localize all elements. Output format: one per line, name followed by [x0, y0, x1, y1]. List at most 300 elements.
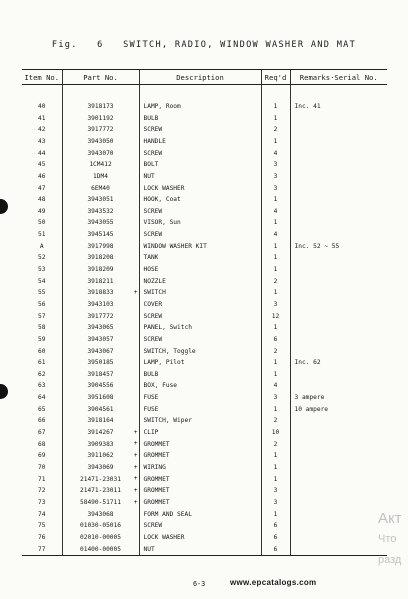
reqd-cell-text: 2 [273, 126, 278, 134]
item-no-cell [22, 147, 62, 159]
description-cell [139, 287, 261, 299]
plus-mark: + [133, 475, 138, 483]
reqd-cell [261, 287, 290, 299]
reqd-cell [261, 310, 290, 322]
reqd-cell [261, 299, 290, 311]
remarks-cell [290, 264, 387, 276]
reqd-cell-text: 1 [273, 475, 278, 483]
description-cell [139, 392, 261, 404]
item-no-cell [22, 217, 62, 229]
remarks-cell [290, 392, 387, 404]
reqd-cell-text: 2 [273, 277, 278, 285]
item-no-cell-text: 77 [38, 545, 46, 553]
table-row [22, 310, 387, 322]
item-no-cell-text: 43 [38, 138, 46, 145]
table-header-row [22, 70, 387, 85]
description-cell [139, 543, 261, 555]
item-no-cell-text: 67 [38, 429, 46, 437]
reqd-cell [261, 380, 290, 392]
description-cell-text: BULB [143, 370, 159, 378]
item-no-cell-text: 69 [38, 452, 46, 460]
description-cell [139, 182, 261, 194]
reqd-cell-text: 1 [273, 103, 278, 111]
remarks-cell [290, 508, 387, 520]
reqd-cell-text: 4 [273, 207, 278, 215]
reqd-cell [261, 322, 290, 334]
watermark-line: разд [378, 554, 402, 566]
reqd-cell [261, 403, 290, 415]
part-no-cell-text: 3943067 [87, 347, 114, 355]
remarks-cell-text: Inc. 62 [294, 359, 321, 367]
item-no-cell-text: 66 [38, 417, 46, 425]
table-row [22, 520, 387, 532]
item-no-cell-text: 50 [38, 219, 46, 227]
part-no-cell [62, 334, 139, 346]
part-no-cell-text: 3901192 [87, 114, 114, 122]
remarks-cell-text: 3 ampere [294, 394, 325, 402]
item-no-cell-text: 68 [38, 440, 46, 448]
part-no-cell-text: 3951608 [87, 394, 114, 402]
description-cell [139, 322, 261, 334]
remarks-cell [290, 310, 387, 322]
part-no-cell [62, 415, 139, 427]
plus-mark: + [133, 451, 138, 459]
part-no-cell [62, 240, 139, 252]
table-row [22, 380, 387, 392]
figure-title: Fig. 6 SWITCH, RADIO, WINDOW WASHER AND MAT [51, 40, 357, 50]
description-cell-text: FUSE [143, 394, 159, 402]
reqd-cell [261, 101, 290, 113]
remarks-cell [290, 357, 387, 369]
item-no-cell-text: 73 [38, 498, 46, 506]
remarks-cell [290, 240, 387, 252]
part-no-cell-text: 02010-00005 [80, 533, 121, 541]
item-no-cell-text: 45 [38, 161, 46, 169]
reqd-cell [261, 147, 290, 159]
item-no-cell [22, 403, 62, 415]
part-no-cell-text: 3943532 [87, 207, 114, 215]
item-no-cell-text: 46 [38, 172, 46, 180]
description-cell [139, 438, 261, 450]
description-cell-text: FORM AND SEAL [143, 510, 192, 518]
part-no-cell [62, 450, 139, 462]
reqd-cell-text: 1 [273, 196, 278, 204]
reqd-cell [261, 450, 290, 462]
remarks-cell [290, 287, 387, 299]
description-cell [139, 229, 261, 241]
reqd-cell [261, 252, 290, 264]
reqd-cell-text: 6 [273, 335, 278, 343]
description-cell-text: SCREW [143, 207, 163, 215]
item-no-cell [22, 101, 62, 113]
description-cell-text: WIRING [143, 463, 166, 471]
part-no-cell-text: 3918173 [87, 103, 114, 111]
description-cell-text: SCREW [143, 522, 163, 530]
remarks-cell [290, 415, 387, 427]
part-no-cell [62, 287, 139, 299]
table-row [22, 543, 387, 555]
part-no-cell [62, 462, 139, 474]
part-no-cell [62, 229, 139, 241]
reqd-cell [261, 264, 290, 276]
part-no-cell [62, 508, 139, 520]
remarks-cell [290, 345, 387, 357]
reqd-cell [261, 136, 290, 148]
description-cell [139, 485, 261, 497]
reqd-cell-text: 3 [273, 161, 278, 169]
description-cell-text: SCREW [143, 126, 163, 134]
part-no-cell [62, 264, 139, 276]
reqd-cell [261, 473, 290, 485]
reqd-cell [261, 194, 290, 206]
reqd-cell-text: 1 [273, 359, 278, 367]
item-no-cell [22, 275, 62, 287]
table-row [22, 345, 387, 357]
item-no-cell [22, 473, 62, 485]
item-no-cell [22, 229, 62, 241]
description-cell-text: GROMMET [143, 498, 170, 506]
description-cell-text: VISOR, Sun [143, 219, 181, 227]
part-no-cell [62, 531, 139, 543]
description-cell-text: COVER [143, 300, 163, 308]
description-cell [139, 159, 261, 171]
table-row [22, 392, 387, 404]
item-no-cell [22, 310, 62, 322]
part-no-cell [62, 438, 139, 450]
reqd-cell [261, 206, 290, 218]
table-row [22, 508, 387, 520]
table-row [22, 415, 387, 427]
item-no-cell [22, 124, 62, 136]
reqd-cell [261, 427, 290, 439]
reqd-cell-text: 1 [273, 266, 278, 274]
item-no-cell-text: 55 [38, 289, 46, 297]
remarks-cell [290, 275, 387, 287]
reqd-cell-text: 1 [273, 254, 278, 262]
item-no-cell-text: 59 [38, 335, 46, 343]
part-no-cell-text: 6EM40 [91, 184, 110, 192]
item-no-cell-text: 72 [38, 487, 46, 495]
item-no-cell-text: 48 [38, 196, 46, 204]
description-cell [139, 334, 261, 346]
col-header-part-no: Part No. [62, 70, 139, 85]
item-no-cell-text: 54 [38, 277, 46, 285]
part-no-cell [62, 403, 139, 415]
description-cell [139, 275, 261, 287]
part-no-cell-text: 3918208 [87, 254, 114, 262]
reqd-cell [261, 485, 290, 497]
reqd-cell-text: 1 [273, 289, 278, 297]
reqd-cell-text: 2 [273, 440, 278, 448]
item-no-cell-text: 52 [38, 254, 46, 262]
description-cell-text: SCREW [143, 335, 163, 343]
watermark-line: Что [378, 533, 397, 545]
description-cell [139, 380, 261, 392]
table-row [22, 159, 387, 171]
part-no-cell [62, 485, 139, 497]
part-no-cell [62, 427, 139, 439]
description-cell-text: LOCK WASHER [143, 533, 185, 541]
item-no-cell [22, 264, 62, 276]
col-header-item-no: Item No. [22, 70, 62, 85]
description-cell-text: PANEL, Switch [143, 324, 192, 332]
description-cell-text: LOCK WASHER [143, 184, 185, 192]
description-cell [139, 264, 261, 276]
reqd-cell [261, 415, 290, 427]
table-row [22, 531, 387, 543]
item-no-cell [22, 182, 62, 194]
part-no-cell-text: 21471-23011 [80, 487, 121, 495]
part-no-cell-text: 3917772 [87, 126, 114, 134]
part-no-cell [62, 369, 139, 381]
description-cell [139, 310, 261, 322]
remarks-cell [290, 334, 387, 346]
item-no-cell [22, 194, 62, 206]
remarks-cell [290, 380, 387, 392]
description-cell [139, 252, 261, 264]
reqd-cell [261, 182, 290, 194]
part-no-cell [62, 101, 139, 113]
reqd-cell [261, 531, 290, 543]
reqd-cell-text: 12 [271, 312, 280, 320]
reqd-cell-text: 3 [273, 394, 278, 402]
remarks-cell [290, 485, 387, 497]
table-row [22, 194, 387, 206]
item-no-cell-text: 41 [38, 114, 46, 122]
remarks-cell-text: Inc. 41 [294, 103, 321, 111]
part-no-cell [62, 252, 139, 264]
remarks-cell [290, 473, 387, 485]
part-no-cell-text: 3943069 [87, 463, 114, 471]
item-no-cell [22, 252, 62, 264]
reqd-cell-text: 1 [273, 510, 278, 518]
reqd-cell-text: 3 [273, 184, 278, 192]
table-row [22, 171, 387, 183]
remarks-cell [290, 147, 387, 159]
table-row [22, 136, 387, 148]
description-cell-text: GROMMET [143, 440, 170, 448]
reqd-cell [261, 171, 290, 183]
remarks-cell [290, 322, 387, 334]
reqd-cell [261, 497, 290, 509]
description-cell-text: NOZZLE [143, 277, 166, 285]
part-no-cell [62, 171, 139, 183]
part-no-cell-text: 21471-23031 [80, 475, 121, 483]
part-no-cell [62, 322, 139, 334]
reqd-cell [261, 543, 290, 555]
remarks-cell [290, 531, 387, 543]
description-cell [139, 101, 261, 113]
table-row [22, 275, 387, 287]
description-cell [139, 147, 261, 159]
description-cell-text: SCREW [143, 231, 163, 239]
description-cell [139, 369, 261, 381]
description-cell-text: BOX, Fuse [143, 382, 178, 390]
reqd-cell [261, 275, 290, 287]
table-row [22, 462, 387, 474]
part-no-cell [62, 357, 139, 369]
reqd-cell-text: 6 [273, 533, 278, 541]
part-no-cell-text: 3943065 [87, 324, 114, 332]
description-cell-text: GROMMET [143, 487, 170, 495]
table-row [22, 369, 387, 381]
item-no-cell-text: 62 [38, 370, 46, 378]
part-no-cell-text: 3943051 [87, 196, 114, 204]
item-no-cell-text: 65 [38, 405, 46, 413]
table-row [22, 229, 387, 241]
part-no-cell [62, 497, 139, 509]
plus-mark: + [133, 498, 138, 506]
part-no-cell [62, 194, 139, 206]
part-no-cell [62, 136, 139, 148]
reqd-cell-text: 1 [273, 138, 278, 145]
item-no-cell-text: A [39, 242, 44, 250]
reqd-cell [261, 124, 290, 136]
part-no-cell [62, 147, 139, 159]
reqd-cell [261, 392, 290, 404]
part-no-cell-text: 3943070 [87, 149, 114, 157]
remarks-cell [290, 497, 387, 509]
item-no-cell [22, 450, 62, 462]
description-cell-text: SCREW [143, 312, 163, 320]
description-cell [139, 473, 261, 485]
item-no-cell [22, 380, 62, 392]
remarks-cell [290, 369, 387, 381]
reqd-cell [261, 240, 290, 252]
part-no-cell [62, 543, 139, 555]
remarks-cell [290, 194, 387, 206]
col-header-remarks: Remarks·Serial No. [290, 70, 387, 85]
remarks-cell [290, 171, 387, 183]
table-row [22, 322, 387, 334]
reqd-cell [261, 438, 290, 450]
description-cell-text: NUT [143, 545, 155, 553]
item-no-cell-text: 40 [38, 103, 46, 111]
part-no-cell-text: 01400-00005 [80, 545, 121, 553]
reqd-cell-text: 10 [271, 429, 280, 437]
page-number: 6-3 [193, 580, 206, 588]
table-row [22, 473, 387, 485]
item-no-cell [22, 369, 62, 381]
item-no-cell-text: 74 [38, 510, 46, 518]
reqd-cell [261, 357, 290, 369]
part-no-cell-text: 3918164 [87, 417, 114, 425]
plus-mark: + [133, 486, 138, 494]
item-no-cell-text: 56 [38, 300, 46, 308]
item-no-cell-text: 57 [38, 312, 46, 320]
table-row [22, 438, 387, 450]
plus-mark: + [133, 428, 138, 436]
item-no-cell [22, 415, 62, 427]
reqd-cell [261, 369, 290, 381]
item-no-cell-text: 70 [38, 463, 46, 471]
reqd-cell [261, 217, 290, 229]
item-no-cell [22, 136, 62, 148]
reqd-cell-text: 1 [273, 242, 278, 250]
remarks-cell [290, 182, 387, 194]
reqd-cell-text: 3 [273, 498, 278, 506]
description-cell-text: LAMP, Pilot [143, 359, 185, 367]
reqd-cell [261, 159, 290, 171]
part-no-cell-text: 1CM412 [89, 161, 112, 169]
description-cell [139, 112, 261, 124]
part-no-cell-text: 58490-51711 [80, 498, 121, 506]
description-cell-text: CLIP [143, 429, 159, 437]
remarks-cell [290, 136, 387, 148]
item-no-cell-text: 47 [38, 184, 46, 192]
description-cell-text: TANK [143, 254, 159, 262]
item-no-cell-text: 63 [38, 382, 46, 390]
table-row [22, 206, 387, 218]
reqd-cell-text: 4 [273, 382, 278, 390]
part-no-cell [62, 392, 139, 404]
description-cell-text: BULB [143, 114, 159, 122]
remarks-cell [290, 124, 387, 136]
reqd-cell-text: 1 [273, 219, 278, 227]
description-cell [139, 217, 261, 229]
description-cell-text: HANDLE [143, 138, 166, 145]
remarks-cell [290, 543, 387, 555]
part-no-cell [62, 310, 139, 322]
part-no-cell [62, 182, 139, 194]
part-no-cell-text: 3917772 [87, 312, 114, 320]
site-url: www.epcatalogs.com [230, 578, 317, 587]
reqd-cell [261, 345, 290, 357]
part-no-cell-text: 3943050 [87, 138, 114, 145]
part-no-cell-text: 3918209 [87, 266, 114, 274]
item-no-cell [22, 240, 62, 252]
part-no-cell [62, 299, 139, 311]
reqd-cell [261, 112, 290, 124]
description-cell-text: SWITCH, Wiper [143, 417, 192, 425]
item-no-cell [22, 497, 62, 509]
part-no-cell [62, 473, 139, 485]
part-no-cell [62, 345, 139, 357]
description-cell [139, 136, 261, 148]
description-cell [139, 194, 261, 206]
part-no-cell [62, 520, 139, 532]
part-no-cell [62, 217, 139, 229]
item-no-cell-text: 60 [38, 347, 46, 355]
remarks-cell [290, 252, 387, 264]
description-cell [139, 415, 261, 427]
table-row [22, 101, 387, 113]
remarks-cell [290, 229, 387, 241]
col-header-reqd: Req'd [261, 70, 290, 85]
part-no-cell-text: 3904556 [87, 382, 114, 390]
table-row [22, 287, 387, 299]
reqd-cell-text: 3 [273, 172, 278, 180]
binder-hole-top [0, 199, 8, 214]
part-no-cell-text: 3943055 [87, 219, 114, 227]
table-row [22, 334, 387, 346]
table-row [22, 217, 387, 229]
description-cell [139, 345, 261, 357]
remarks-cell [290, 159, 387, 171]
item-no-cell-text: 51 [38, 231, 46, 239]
item-no-cell-text: 42 [38, 126, 46, 134]
remarks-cell [290, 101, 387, 113]
item-no-cell [22, 392, 62, 404]
reqd-cell-text: 4 [273, 231, 278, 239]
item-no-cell [22, 508, 62, 520]
table-row [22, 124, 387, 136]
table-row [22, 264, 387, 276]
remarks-cell [290, 462, 387, 474]
remarks-cell [290, 438, 387, 450]
item-no-cell-text: 76 [38, 533, 46, 541]
item-no-cell [22, 206, 62, 218]
